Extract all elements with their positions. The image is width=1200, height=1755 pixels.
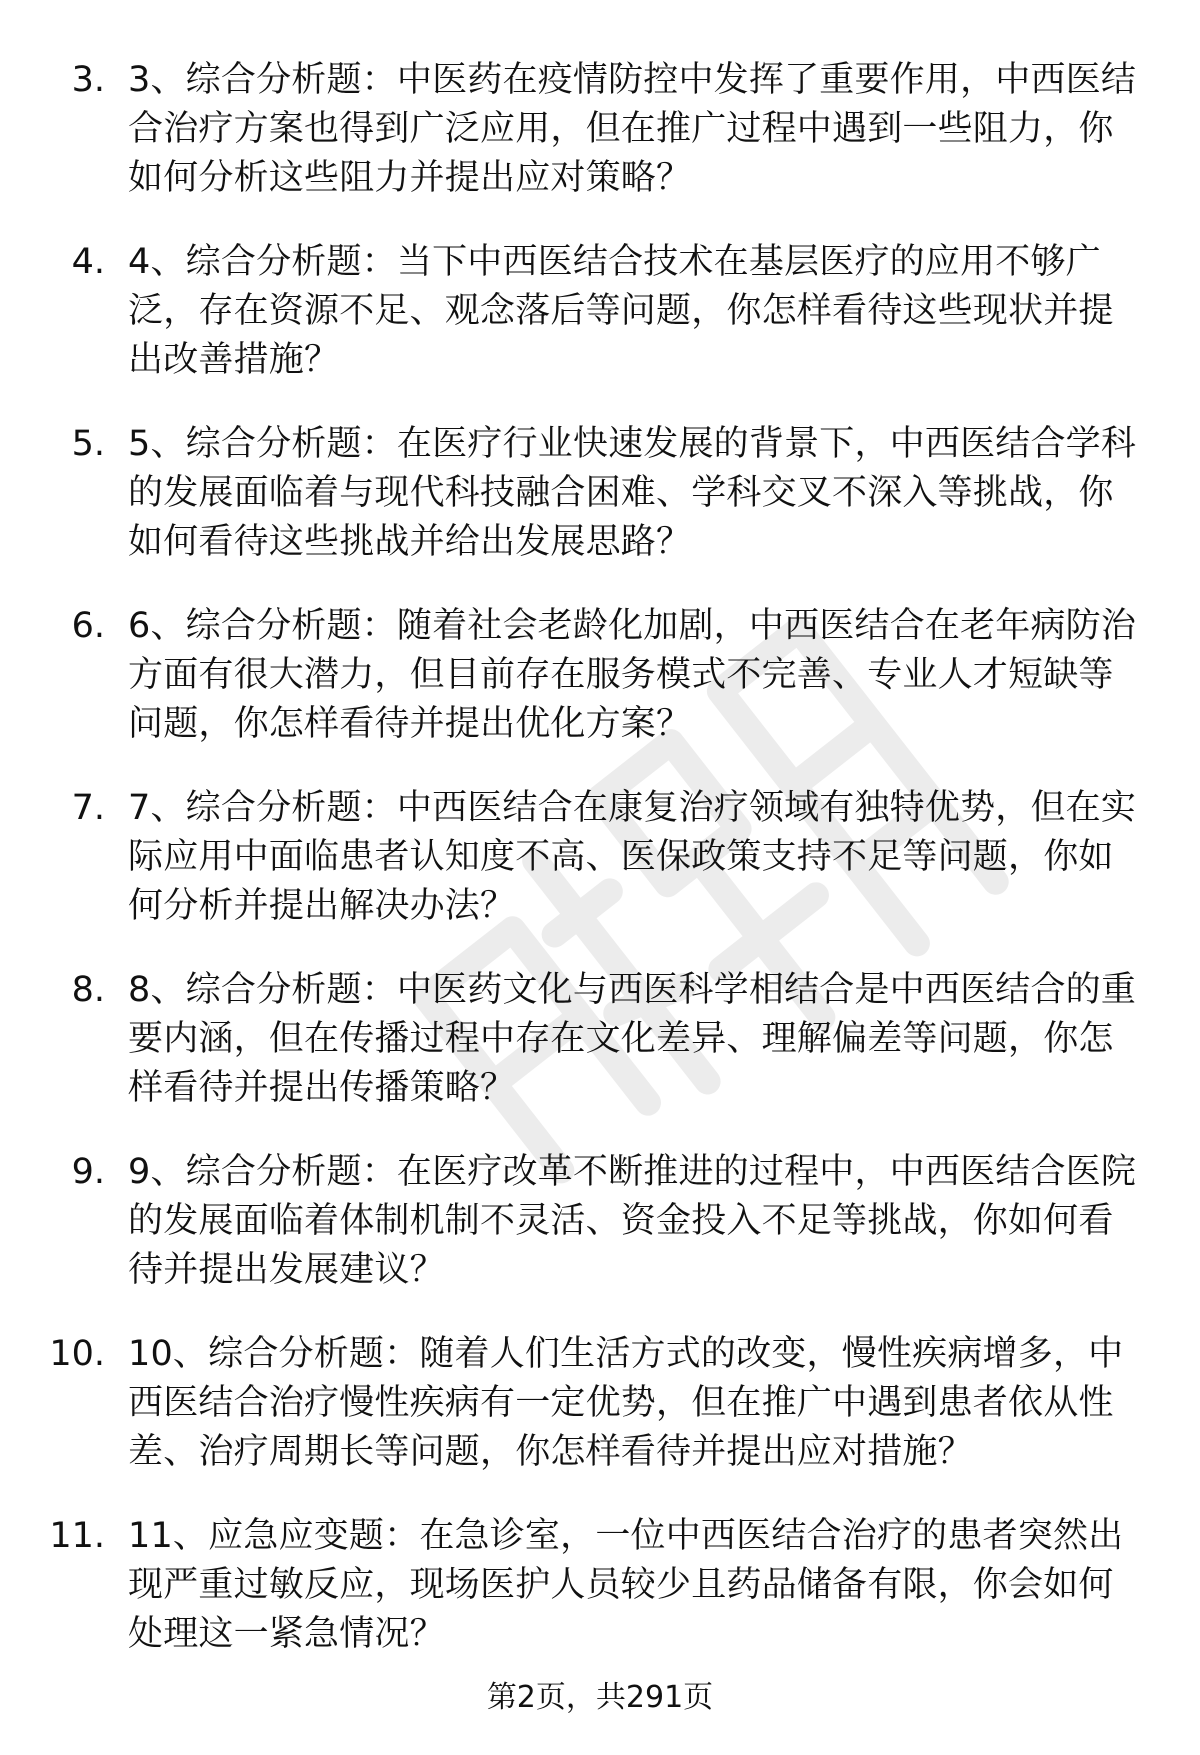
question-line: 9、综合分析题：在医疗改革不断推进的过程中，中西医结合医院	[128, 1152, 1137, 1192]
question-number: 3.	[71, 60, 105, 100]
question-number: 8.	[71, 970, 105, 1010]
question-line: 处理这一紧急情况？	[128, 1614, 445, 1654]
question-line: 出改善措施？	[128, 340, 340, 380]
question-line: 如何看待这些挑战并给出发展思路？	[128, 522, 692, 562]
question-text	[128, 1330, 1168, 1477]
question-number: 9.	[71, 1152, 105, 1192]
question-number: 5.	[71, 424, 105, 464]
list-item	[0, 1148, 1200, 1295]
question-line: 差、治疗周期长等问题，你怎样看待并提出应对措施？	[128, 1432, 973, 1472]
question-text	[128, 1512, 1168, 1659]
question-line: 的发展面临着体制机制不灵活、资金投入不足等挑战，你如何看	[128, 1201, 1114, 1241]
list-item	[0, 602, 1200, 749]
question-text	[128, 238, 1168, 385]
list-item	[0, 1512, 1200, 1659]
question-line: 问题，你怎样看待并提出优化方案？	[128, 704, 692, 744]
question-line: 5、综合分析题：在医疗行业快速发展的背景下，中西医结合学科	[128, 424, 1137, 464]
question-line: 何分析并提出解决办法？	[128, 886, 516, 926]
question-line: 待并提出发展建议？	[128, 1250, 445, 1290]
question-text	[128, 420, 1168, 567]
list-item	[0, 1330, 1200, 1477]
list-item	[0, 56, 1200, 203]
question-line: 10、综合分析题：随着人们生活方式的改变，慢性疾病增多，中	[128, 1334, 1124, 1374]
list-item	[0, 966, 1200, 1113]
list-item	[0, 238, 1200, 385]
question-text	[128, 1148, 1168, 1295]
question-line: 方面有很大潜力，但目前存在服务模式不完善、专业人才短缺等	[128, 655, 1114, 695]
question-line: 8、综合分析题：中医药文化与西医科学相结合是中西医结合的重	[128, 970, 1137, 1010]
question-number: 6.	[71, 606, 105, 646]
question-line: 合治疗方案也得到广泛应用，但在推广过程中遇到一些阻力，你	[128, 109, 1114, 149]
question-line: 际应用中面临患者认知度不高、医保政策支持不足等问题，你如	[128, 837, 1114, 877]
question-line: 现严重过敏反应，现场医护人员较少且药品储备有限，你会如何	[128, 1565, 1114, 1605]
question-number: 7.	[71, 788, 105, 828]
list-item	[0, 420, 1200, 567]
question-text	[128, 602, 1168, 749]
list-item	[0, 784, 1200, 931]
question-line: 6、综合分析题：随着社会老龄化加剧，中西医结合在老年病防治	[128, 606, 1137, 646]
question-line: 要内涵，但在传播过程中存在文化差异、理解偏差等问题，你怎	[128, 1019, 1114, 1059]
question-line: 泛，存在资源不足、观念落后等问题，你怎样看待这些现状并提	[128, 291, 1114, 331]
question-line: 样看待并提出传播策略？	[128, 1068, 516, 1108]
question-number: 4.	[71, 242, 105, 282]
question-number: 10.	[49, 1334, 105, 1374]
question-list	[0, 56, 1200, 1694]
question-text	[128, 784, 1168, 931]
question-line: 7、综合分析题：中西医结合在康复治疗领域有独特优势，但在实	[128, 788, 1137, 828]
question-text	[128, 966, 1168, 1113]
question-line: 3、综合分析题：中医药在疫情防控中发挥了重要作用，中西医结	[128, 60, 1137, 100]
question-number: 11.	[49, 1516, 105, 1556]
question-line: 4、综合分析题：当下中西医结合技术在基层医疗的应用不够广	[128, 242, 1101, 282]
question-line: 的发展面临着与现代科技融合困难、学科交叉不深入等挑战，你	[128, 473, 1114, 513]
question-text	[128, 56, 1168, 203]
page-footer: 第2页，共291页	[486, 1680, 714, 1715]
question-line: 西医结合治疗慢性疾病有一定优势，但在推广中遇到患者依从性	[128, 1383, 1114, 1423]
question-line: 如何分析这些阻力并提出应对策略？	[128, 158, 692, 198]
question-line: 11、应急应变题：在急诊室，一位中西医结合治疗的患者突然出	[128, 1516, 1124, 1556]
